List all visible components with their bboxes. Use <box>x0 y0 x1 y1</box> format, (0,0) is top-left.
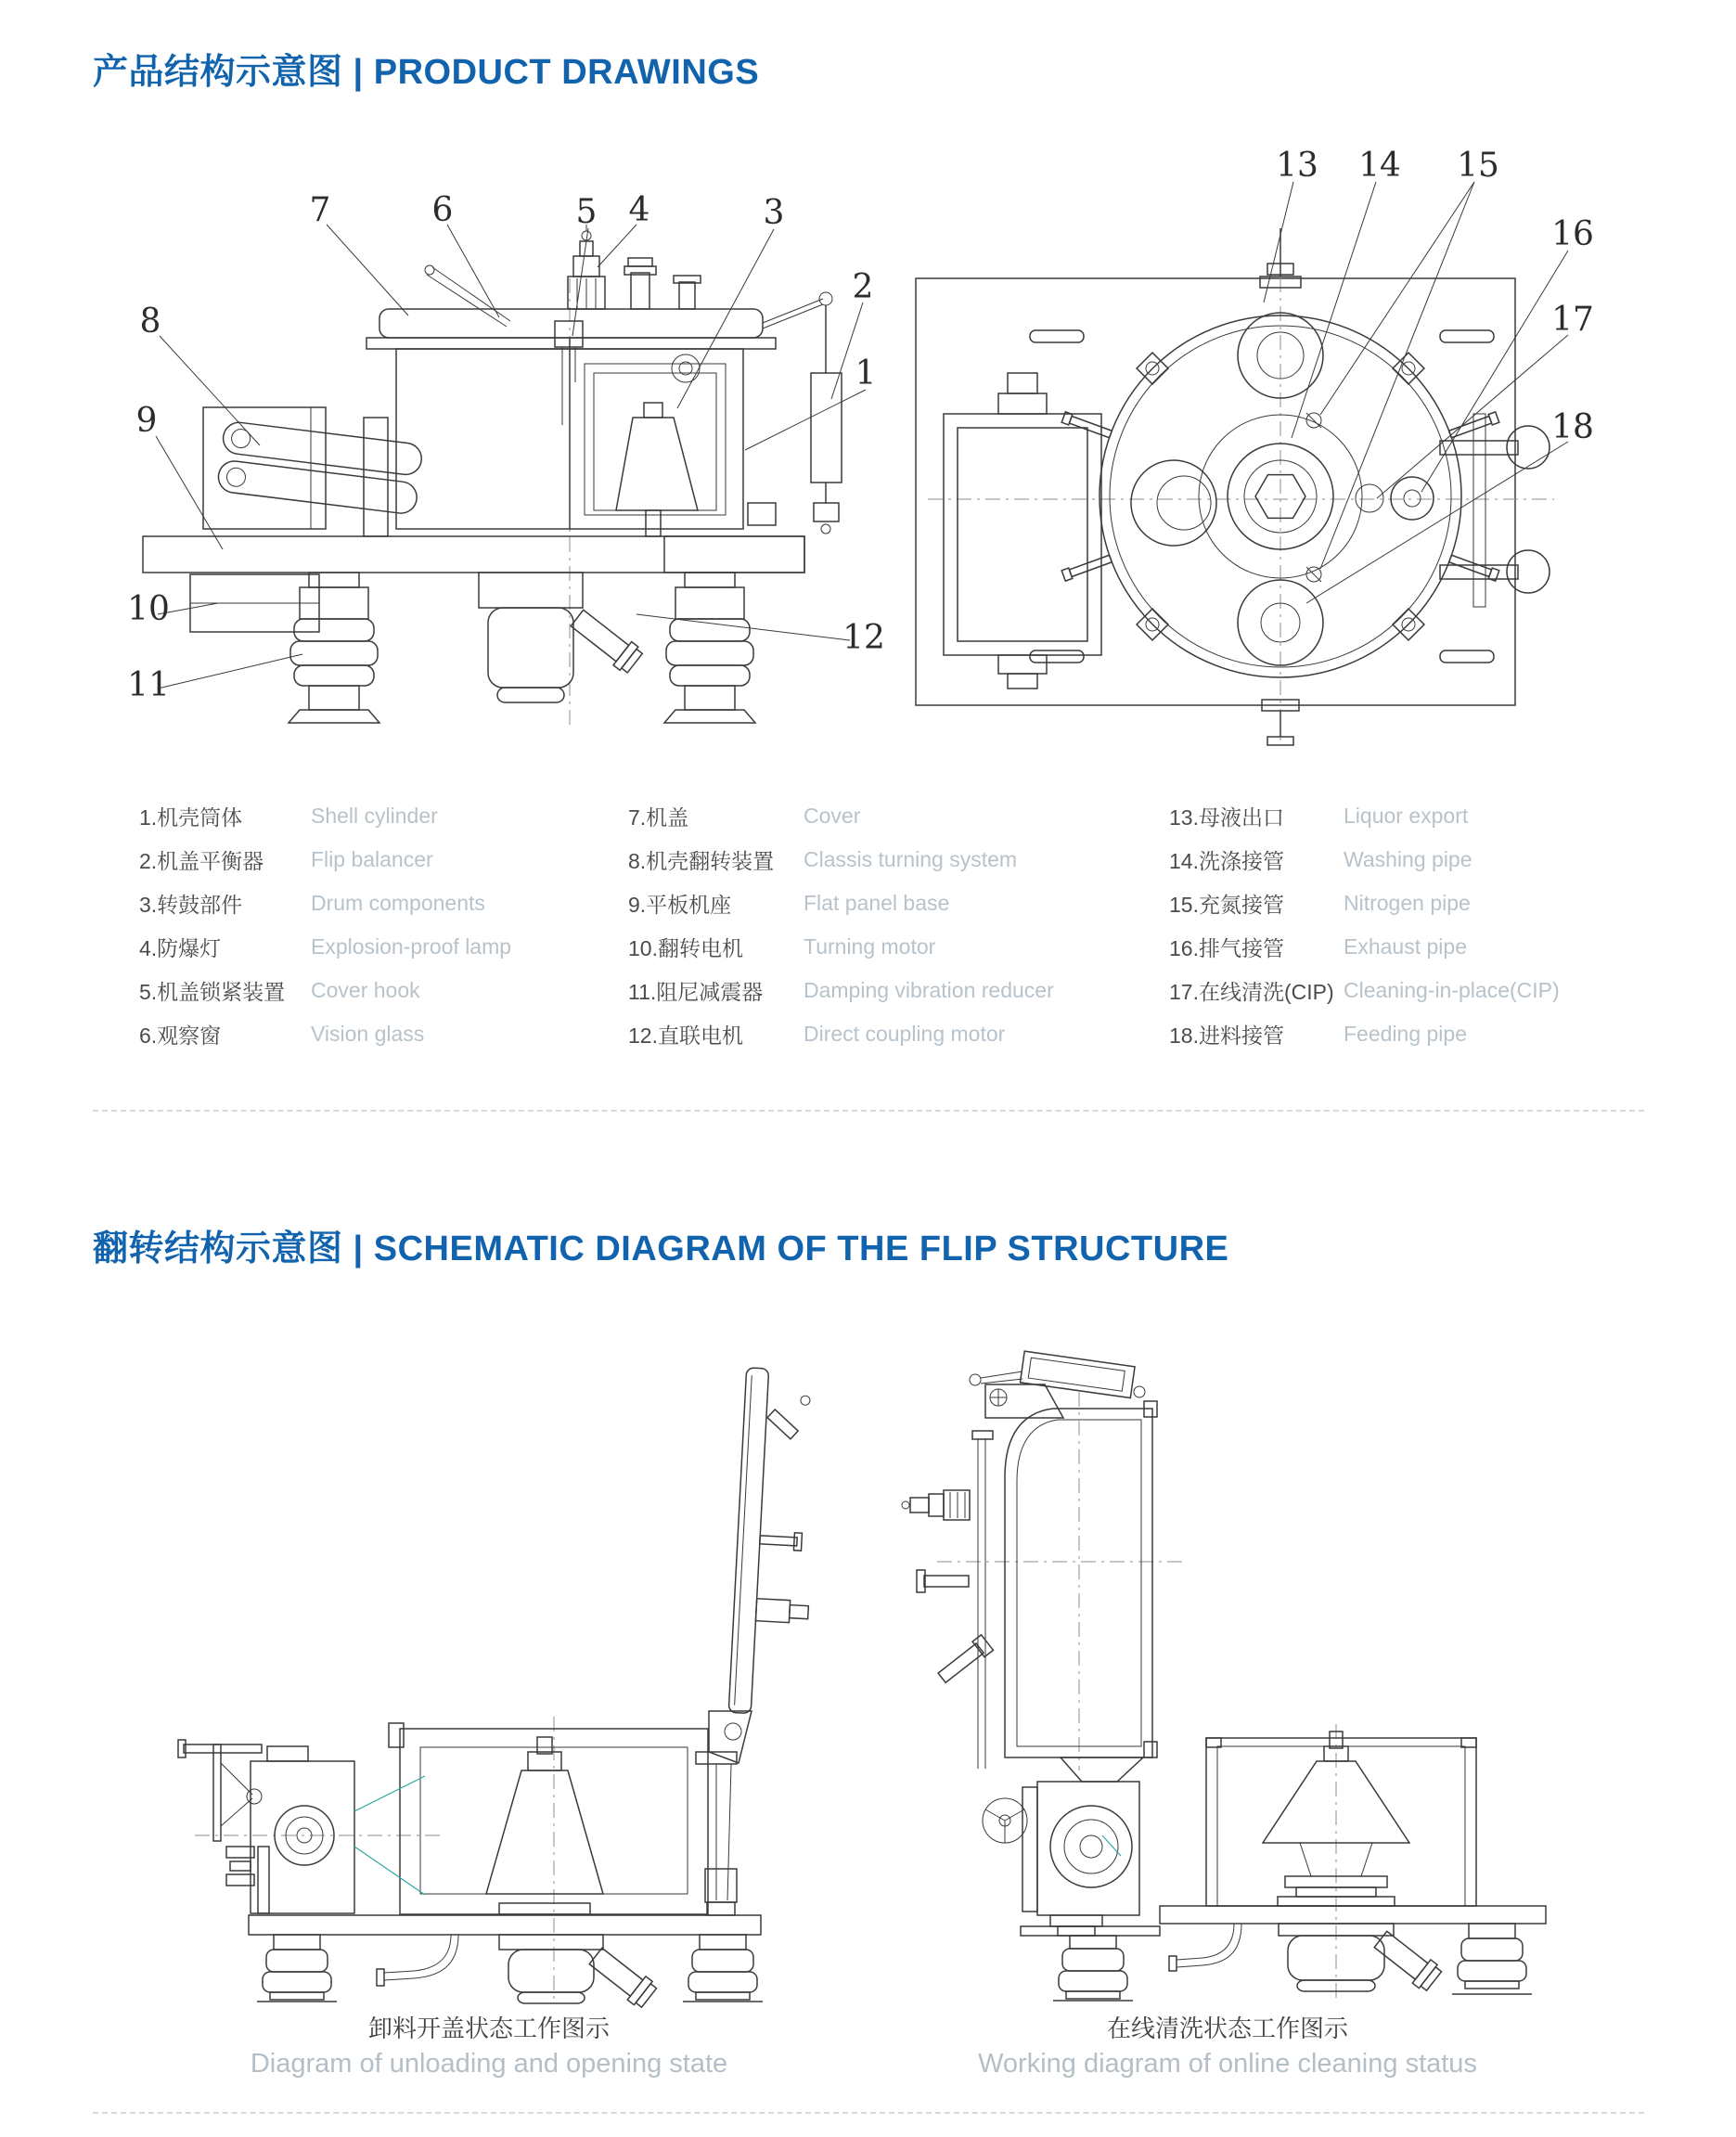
dashed-separator <box>93 1110 1644 1112</box>
callout-5: 5 <box>575 193 598 231</box>
legend-zh: 17.在线清洗(CIP) <box>1169 980 1334 1004</box>
callout-15: 15 <box>1457 147 1499 185</box>
legend-zh: 2.机盖平衡器 <box>139 849 264 873</box>
callout-17: 17 <box>1551 301 1594 339</box>
legend-item <box>1169 838 1560 882</box>
callout-14: 14 <box>1358 147 1401 185</box>
legend-en: Flip balancer <box>311 847 433 871</box>
callout-4: 4 <box>628 191 650 229</box>
legend-item <box>139 838 511 882</box>
legend-en: Classis turning system <box>804 847 1018 871</box>
callout-16: 16 <box>1551 215 1594 253</box>
legend-zh: 3.转鼓部件 <box>139 893 243 917</box>
callout-13: 13 <box>1276 147 1318 185</box>
legend-item <box>628 925 1054 969</box>
legend-en: Flat panel base <box>804 891 950 915</box>
legend-item <box>628 1012 1054 1056</box>
legend-zh: 7.机盖 <box>628 805 689 830</box>
callout-2: 2 <box>852 268 874 306</box>
legend-item <box>139 1012 511 1056</box>
legend-en: Cover hook <box>311 978 420 1002</box>
callout-18: 18 <box>1551 408 1594 446</box>
top-view-plate <box>916 228 1554 745</box>
legend-zh: 10.翻转电机 <box>628 936 743 960</box>
legend-zh: 5.机盖锁紧装置 <box>139 980 286 1004</box>
side-view-drawing <box>121 139 891 733</box>
legend-en: Damping vibration reducer <box>804 978 1054 1002</box>
callout-7: 7 <box>309 191 331 229</box>
legend-en: Turning motor <box>804 934 936 959</box>
legend-en: Exhaust pipe <box>1344 934 1467 959</box>
legend-item <box>1169 882 1560 925</box>
legend-zh: 12.直联电机 <box>628 1023 743 1048</box>
callout-8: 8 <box>139 303 161 341</box>
unloading-machine <box>178 1368 821 2010</box>
legend-item <box>139 969 511 1012</box>
legend-zh: 18.进料接管 <box>1169 1023 1284 1048</box>
legend-zh: 14.洗涤接管 <box>1169 849 1284 873</box>
legend-en: Liquor export <box>1344 804 1469 828</box>
legend-zh: 1.机壳筒体 <box>139 805 243 830</box>
caption-unloading-en: Diagram of unloading and opening state <box>250 2049 728 2079</box>
legend-en: Feeding pipe <box>1344 1022 1467 1046</box>
top-view-callouts <box>1264 147 1594 603</box>
caption-unloading-zh: 卸料开盖状态工作图示 <box>367 2015 610 2042</box>
legend-item <box>628 882 1054 925</box>
legend-zh: 13.母液出口 <box>1169 805 1284 830</box>
legend-item <box>628 794 1054 838</box>
top-view-drawing <box>891 139 1596 742</box>
legend-item <box>1169 794 1560 838</box>
caption-cleaning-zh: 在线清洗状态工作图示 <box>1106 2015 1348 2042</box>
caption-cleaning <box>931 2010 1524 2079</box>
legend-zh: 15.充氮接管 <box>1169 893 1284 917</box>
legend-en: Nitrogen pipe <box>1344 891 1471 915</box>
legend-zh: 9.平板机座 <box>628 893 732 917</box>
section-title-product-drawings: 产品结构示意图 | PRODUCT DRAWINGS <box>93 53 760 92</box>
machine-body <box>143 225 842 728</box>
legend-item <box>139 882 511 925</box>
legend-zh: 6.观察窗 <box>139 1023 222 1048</box>
legend-item <box>139 794 511 838</box>
legend-en: Washing pipe <box>1344 847 1472 871</box>
legend-column-2 <box>628 794 1054 1056</box>
legend-item <box>139 925 511 969</box>
legend-item <box>1169 925 1560 969</box>
callout-9: 9 <box>135 402 158 440</box>
legend-en: Direct coupling motor <box>804 1022 1006 1046</box>
legend-item <box>628 838 1054 882</box>
callout-11: 11 <box>127 666 170 704</box>
legend-column-3 <box>1169 794 1560 1056</box>
callout-10: 10 <box>127 590 170 628</box>
legend-item <box>628 969 1054 1012</box>
legend-en: Drum components <box>311 891 485 915</box>
caption-unloading <box>192 2010 786 2079</box>
cleaning-state-drawing <box>881 1327 1633 2004</box>
legend-en: Vision glass <box>311 1022 425 1046</box>
legend-en: Explosion-proof lamp <box>311 934 512 959</box>
legend-item <box>1169 1012 1560 1056</box>
caption-cleaning-en: Working diagram of online cleaning status <box>978 2049 1477 2079</box>
legend-en: Cover <box>804 804 861 828</box>
legend-zh: 4.防爆灯 <box>139 936 222 960</box>
dashed-separator <box>93 2112 1644 2114</box>
legend-zh: 11.阻尼减震器 <box>628 980 764 1004</box>
callout-6: 6 <box>431 191 454 229</box>
callout-1: 1 <box>855 354 877 393</box>
cleaning-machine <box>902 1351 1546 2002</box>
legend-en: Cleaning-in-place(CIP) <box>1344 978 1560 1002</box>
legend-zh: 16.排气接管 <box>1169 936 1284 960</box>
legend-column-1 <box>139 794 511 1056</box>
legend-zh: 8.机壳翻转装置 <box>628 849 775 873</box>
legend-en: Shell cylinder <box>311 804 438 828</box>
unloading-state-drawing <box>139 1327 891 2004</box>
legend-item <box>1169 969 1560 1012</box>
callout-3: 3 <box>763 194 785 232</box>
section-title-flip-structure: 翻转结构示意图 | SCHEMATIC DIAGRAM OF THE FLIP STRUCTURE <box>93 1229 1229 1268</box>
callout-12: 12 <box>842 619 885 657</box>
